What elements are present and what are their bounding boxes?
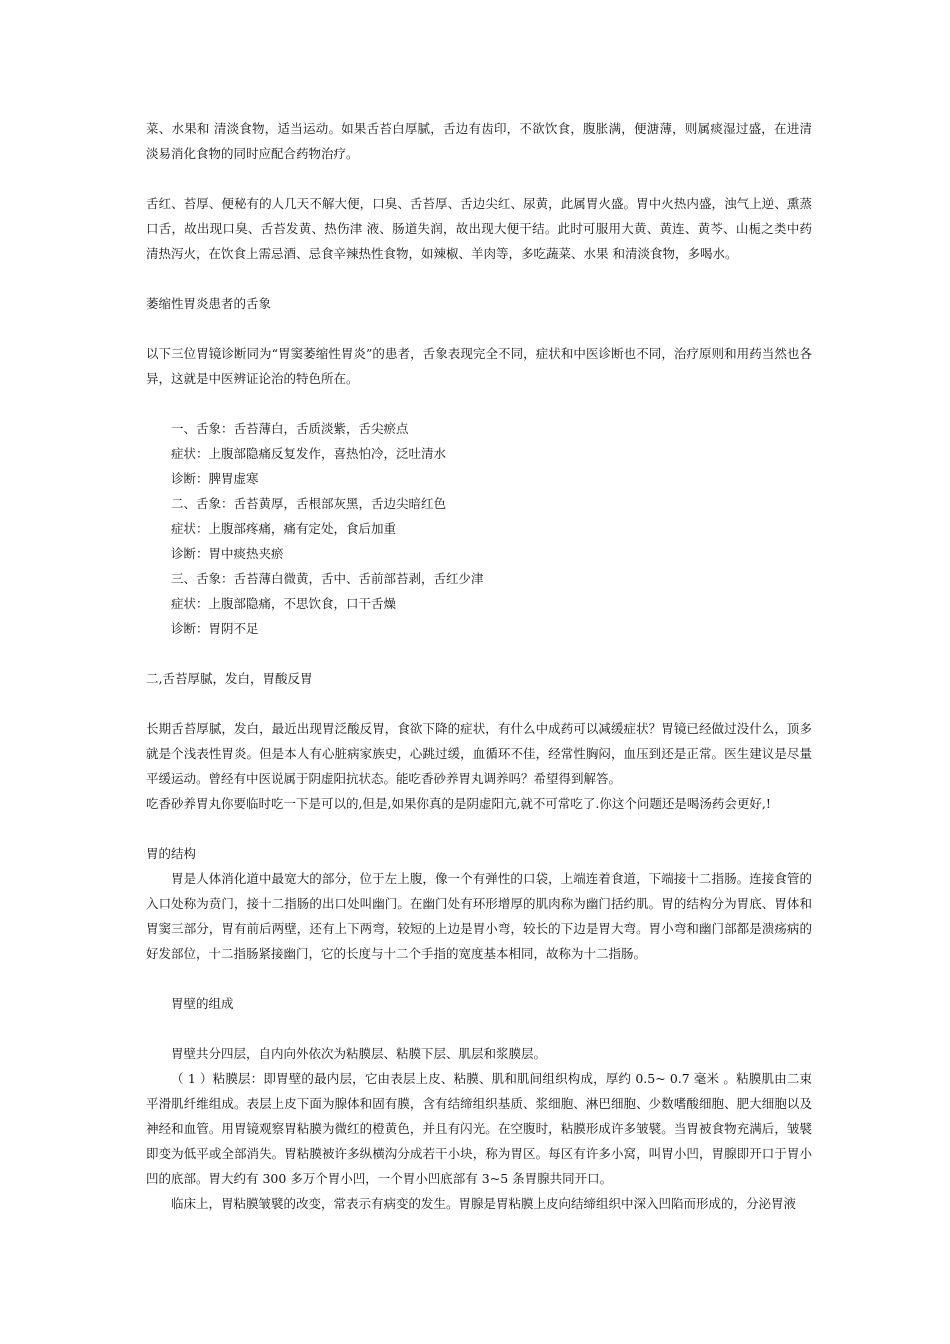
paragraph-stomach-fire: 舌红、苔厚、便秘有的人几天不解大便，口臭、舌苔厚、舌边尖红、尿黄，此属胃火盛。胃中火热内盛，浊气上逆、熏蒸口舌，故出现口臭、舌苔发黄、热伤津 液、肠道失润，故出现大便干结。此时可服用大黄、黄连、黄芩、山栀之类中药清热泻火，在饮食上需忌酒、忌食辛辣热性食物，如辣椒、羊肉等，多吃蔬菜、水果 和清淡食物，多喝水。 xyxy=(146,196,812,261)
list-item: 三、舌象：舌苔薄白微黄，舌中、舌前部苔剥，舌红少津 xyxy=(171,571,484,586)
paragraph-wall-layers: 胃壁共分四层，自内向外依次为粘膜层、粘膜下层、肌层和浆膜层。 xyxy=(171,1046,547,1061)
spacer xyxy=(146,316,812,341)
list-item: 症状：上腹部隐痛反复发作，喜热怕冷，泛吐清水 xyxy=(171,446,447,461)
list-item: 诊断：胃阴不足 xyxy=(171,621,259,636)
spacer xyxy=(146,1016,812,1041)
list-item: 二、舌象：舌苔黄厚，舌根部灰黑，舌边尖暗红色 xyxy=(171,496,447,511)
spacer xyxy=(146,166,812,191)
paragraph-stomach-structure: 胃是人体消化道中最宽大的部分，位于左上腹，像一个有弹性的口袋，上端连着食道，下端接十二指肠。连接食管的入口处称为贲门，接十二指肠的出口处叫幽门。在幽门处有环形增厚的肌肉称为幽门括约肌。胃的结构分为胃底、胃体和胃窦三部分，胃有前后两壁，还有上下两弯，较短的上边是胃小弯，较长的下边是胃大弯。胃小弯和幽门部都是溃疡病的好发部位，十二指肠紧接幽门，它的长度与十二个手指的宽度基本相同，故称为十二指肠。 xyxy=(146,871,812,961)
list-item: 一、舌象：舌苔薄白，舌质淡紫，舌尖瘀点 xyxy=(171,421,409,436)
list-item: 症状：上腹部疼痛，痛有定处，食后加重 xyxy=(171,521,397,536)
paragraph-answer: 吃香砂养胃丸你要临时吃一下是可以的,但是,如果你真的是阴虚阳亢,就不可常吃了.你这个问题还是喝汤药会更好,! xyxy=(146,796,771,811)
spacer xyxy=(146,266,812,291)
paragraph-clinical: 临床上，胃粘膜皱襞的改变，常表示有病变的发生。胃腺是胃粘膜上皮向结缔组织中深入凹陷而形成的，分泌胃液 xyxy=(171,1196,797,1211)
list-item: 诊断：胃中痰热夹瘀 xyxy=(171,546,284,561)
spacer xyxy=(146,391,812,416)
spacer xyxy=(146,691,812,716)
tongue-diagnosis-list xyxy=(146,416,812,641)
heading-atrophic-gastritis: 萎缩性胃炎患者的舌象 xyxy=(146,296,272,311)
heading-stomach-structure: 胃的结构 xyxy=(146,846,197,861)
paragraph-mucosa: （ 1 ）粘膜层：即胃壁的最内层，它由表层上皮、粘膜、肌和肌间组织构成，厚约 0.5~ 0.7 毫米 。粘膜肌由二束平滑肌纤维组成。表层上皮下面为腺体和固有膜，含有结缔组织基质、浆细胞、淋巴细胞、少数嗜酸细胞、肥大细胞以及神经和血管。用胃镜观察胃粘膜为微红的橙黄色，并且有闪光。在空腹时，粘膜形成许多皱襞。当胃被食物充满后，皱襞即变为低平或全部消失。胃粘膜被许多纵横沟分成若干小块，称为胃区。每区有许多小窝，叫胃小凹，胃腺即开口于胃小凹的底部。胃大约有 300 多万个胃小凹，一个胃小凹底部有 3~5 条胃腺共同开口。 xyxy=(146,1071,812,1186)
spacer xyxy=(146,966,812,991)
paragraph-three-patients: 以下三位胃镜诊断同为“胃窦萎缩性胃炎”的患者，舌象表现完全不同，症状和中医诊断也不同，治疗原则和用药当然也各异，这就是中医辨证论治的特色所在。 xyxy=(146,346,812,386)
list-item: 症状：上腹部隐痛，不思饮食，口干舌燥 xyxy=(171,596,397,611)
spacer xyxy=(146,816,812,841)
paragraph-diet-advice: 菜、水果和 清淡食物，适当运动。如果舌苔白厚腻，舌边有齿印，不欲饮食，腹胀满，便溏薄，则属痰湿过盛，在进清淡易消化食物的同时应配合药物治疗。 xyxy=(146,121,812,161)
heading-stomach-wall: 胃壁的组成 xyxy=(171,996,234,1011)
paragraph-question: 长期舌苔厚腻，发白，最近出现胃泛酸反胃，食欲下降的症状，有什么中成药可以减缓症状？胃镜已经做过没什么，顶多就是个浅表性胃炎。但是本人有心脏病家族史，心跳过缓，血循环不佳，经常性胸闷，血压到还是正常。医生建议是尽量平缓运动。曾经有中医说属于阴虚阳抗状态。能吃香砂养胃丸调养吗？希望得到解答。 xyxy=(146,721,812,786)
list-item: 诊断：脾胃虚寒 xyxy=(171,471,259,486)
spacer xyxy=(146,641,812,666)
document-page xyxy=(146,116,812,1216)
heading-thick-coating: 二,舌苔厚腻，发白，胃酸反胃 xyxy=(146,671,313,686)
